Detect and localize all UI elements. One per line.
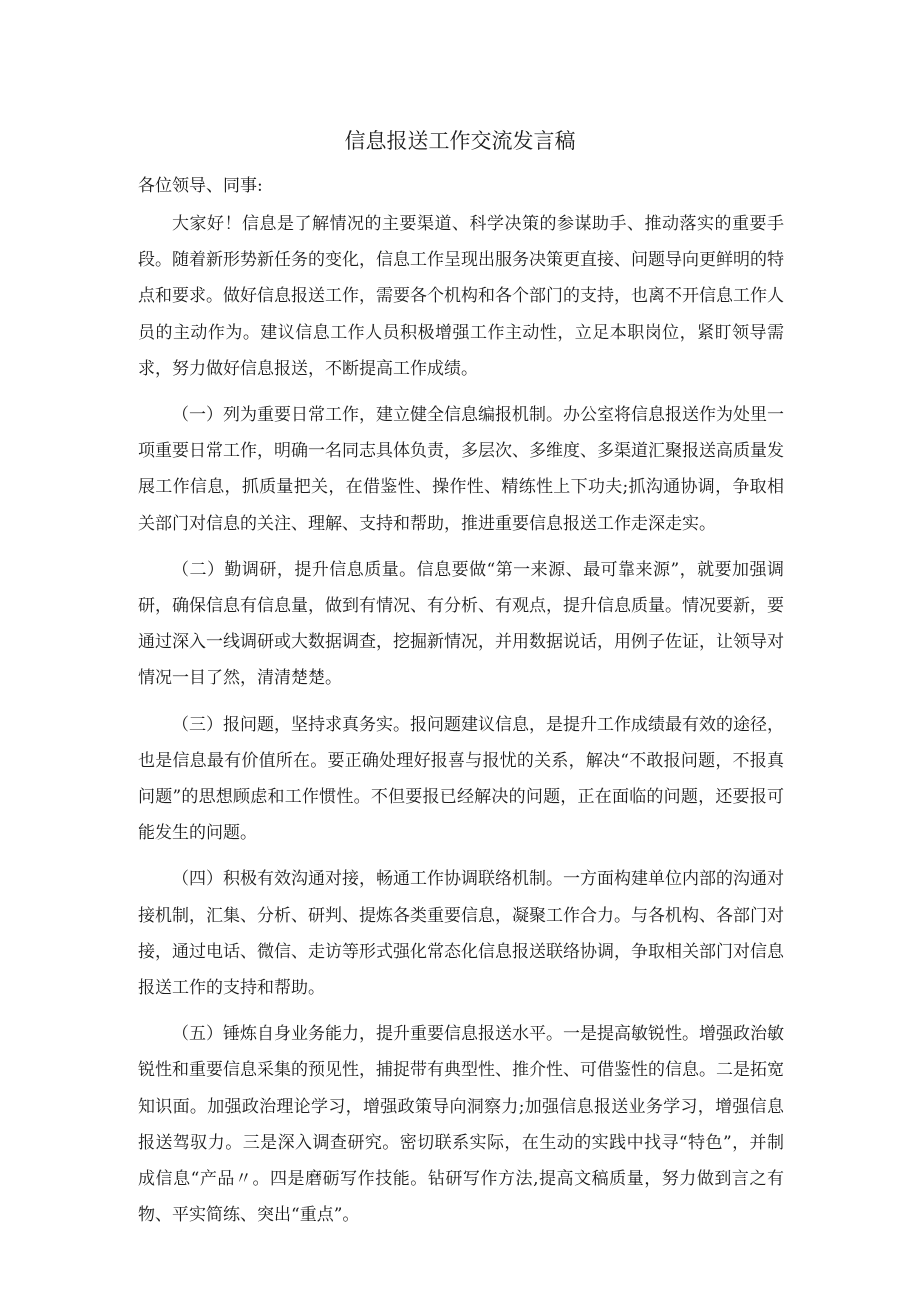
paragraph-section-2: （二）勤调研，提升信息质量。信息要做“第一来源、最可靠来源”，就要加强调研，确保信息有信息量，做到有情况、有分析、有观点，提升信息质量。情况要新，要通过深入一线调研或大数据调查，挖掘新情况，并用数据说话，用例子佐证，让领导对情况一目了然，清清楚楚。 <box>138 559 784 689</box>
paragraph-section-4: （四）积极有效沟通对接，畅通工作协调联络机制。一方面构建单位内部的沟通对接机制，汇集、分析、研判、提炼各类重要信息，凝聚工作合力。与各机构、各部门对接，通过电话、微信、走访等形式强化常态化信息报送联络协调，争取相关部门对信息报送工作的支持和帮助。 <box>138 869 784 999</box>
document-title: 信息报送工作交流发言稿 <box>344 129 576 153</box>
paragraph-greeting: 大家好！信息是了解情况的主要渠道、科学决策的参谋助手、推动落实的重要手段。随着新形势新任务的变化，信息工作呈现出服务决策更直接、问题导向更鲜明的特点和要求。做好信息报送工作，需要各个机构和各个部门的支持，也离不开信息工作人员的主动作为。建议信息工作人员积极增强工作主动性，立足本职岗位，紧盯领导需求，努力做好信息报送，不断提高工作成绩。 <box>138 214 784 379</box>
document-body <box>138 206 784 1243</box>
paragraph-section-1: （一）列为重要日常工作，建立健全信息编报机制。办公室将信息报送作为处里一项重要日常工作，明确一名同志具体负责，多层次、多维度、多渠道汇聚报送高质量发展工作信息，抓质量把关，在借鉴性、操作性、精练性上下功夫;抓沟通协调，争取相关部门对信息的关注、理解、支持和帮助，推进重要信息报送工作走深走实。 <box>138 405 784 534</box>
paragraph-section-5: （五）锤炼自身业务能力，提升重要信息报送水平。一是提高敏锐性。增强政治敏锐性和重要信息采集的预见性，捕捉带有典型性、推介性、可借鉴性的信息。二是拓宽知识面。加强政治理论学习，增强政策导向洞察力;加强信息报送业务学习，增强信息报送驾驭力。三是深入调查研究。密切联系实际，在生动的实践中找寻“特色”，并制成信息“产品〃。四是磨砺写作技能。钻研写作方法,提高文稿质量，努力做到言之有物、平实简练、突出“重点”。 <box>138 1024 784 1226</box>
salutation: 各位领导、同事: <box>138 176 263 196</box>
paragraph-section-3: （三）报问题，坚持求真务实。报问题建议信息，是提升工作成绩最有效的途径，也是信息最有价值所在。要正确处理好报喜与报忧的关系，解决“不敢报问题，不报真问题”的思想顾虑和工作惯性。不但要报已经解决的问题，正在面临的问题，还要报可能发生的问题。 <box>138 714 784 844</box>
